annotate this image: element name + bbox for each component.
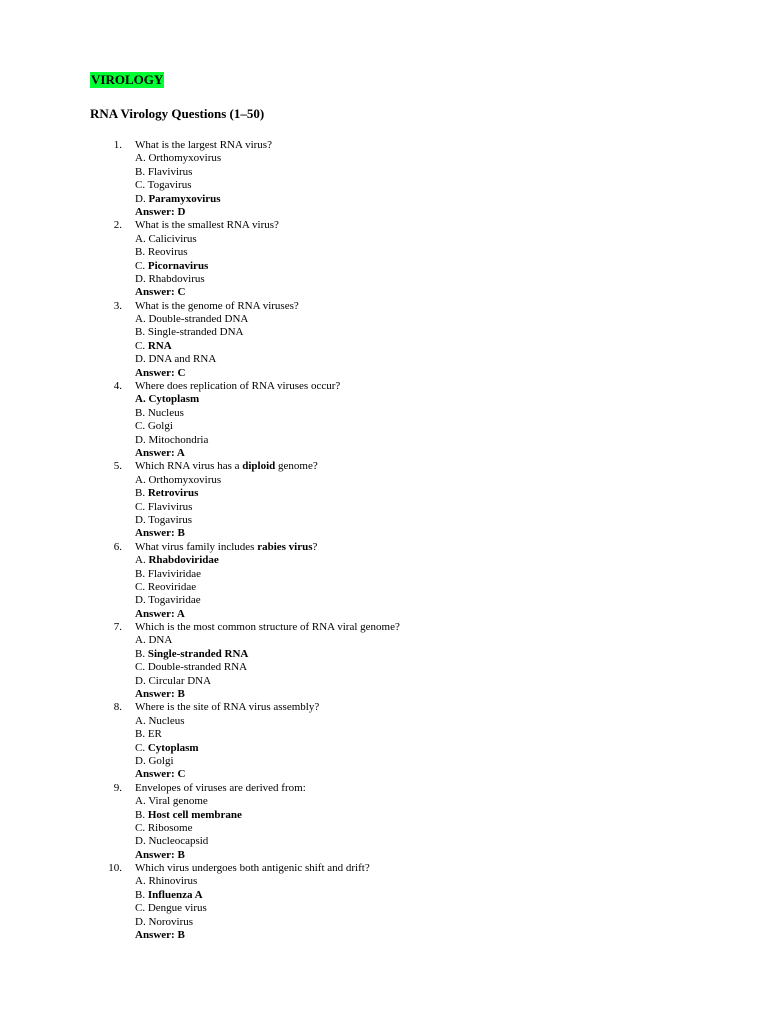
text-segment: B. ER — [135, 728, 162, 741]
bold-text-segment: Retrovirus — [147, 487, 199, 500]
document-heading: VIROLOGY — [91, 72, 164, 87]
text-segment: Which RNA virus has a — [135, 460, 243, 473]
answer-option — [135, 166, 768, 179]
answer-key: Answer: A — [135, 607, 185, 620]
question-text — [135, 862, 768, 875]
answer-key: Answer: C — [135, 768, 186, 781]
question-number: 6. — [113, 540, 122, 553]
question-body — [135, 139, 768, 219]
text-segment: Envelopes of viruses are derived from: — [135, 781, 306, 794]
answer-option — [135, 835, 768, 848]
text-segment: Which is the most common structure of RNA viral genome? — [135, 621, 400, 634]
answer-key: Answer: B — [135, 848, 185, 861]
question-number: 3. — [113, 299, 122, 312]
answer-option — [135, 501, 768, 514]
answer-option — [135, 554, 768, 567]
text-segment: B. — [135, 888, 148, 901]
question-body — [135, 541, 768, 621]
text-segment: Which virus undergoes both antigenic shift and drift? — [135, 862, 370, 875]
text-segment: What is the genome of RNA viruses? — [135, 299, 299, 312]
answer-option — [135, 568, 768, 581]
text-segment: C. Ribosome — [135, 821, 193, 834]
text-segment: B. — [135, 808, 148, 821]
answer-option — [135, 889, 768, 902]
bold-text-segment: Paramyxovirus — [148, 192, 221, 205]
answer-option — [135, 487, 768, 500]
text-segment: C. Flavivirus — [135, 500, 193, 513]
bold-text-segment: diploid — [242, 460, 276, 473]
answer-key: Answer: D — [135, 205, 186, 218]
text-segment: C. Golgi — [135, 420, 173, 433]
question-item — [0, 300, 768, 380]
text-segment: B. Reovirus — [135, 246, 188, 259]
question-body — [135, 300, 768, 380]
answer-option — [135, 648, 768, 661]
text-segment: C. — [135, 741, 148, 754]
text-segment: D. Togaviridae — [135, 594, 201, 607]
question-number: 7. — [113, 621, 122, 634]
text-segment: C. — [135, 339, 148, 352]
answer-option — [135, 474, 768, 487]
answer-option — [135, 152, 768, 165]
question-number: 10. — [108, 862, 122, 875]
text-segment: C. — [135, 259, 148, 272]
bold-text-segment: RNA — [147, 339, 172, 352]
answer-option — [135, 326, 768, 339]
answer-option — [135, 340, 768, 353]
answer-option — [135, 313, 768, 326]
text-segment: C. Reoviridae — [135, 580, 197, 593]
text-segment: C. Double-stranded RNA — [135, 661, 248, 674]
answer-option — [135, 193, 768, 206]
question-item — [0, 139, 768, 219]
question-item — [0, 219, 768, 299]
text-segment: B. — [135, 487, 148, 500]
question-body — [135, 621, 768, 701]
text-segment: genome? — [275, 460, 318, 473]
answer-option — [135, 675, 768, 688]
bold-text-segment: A. Cytoplasm — [135, 393, 200, 406]
text-segment: Where is the site of RNA virus assembly? — [135, 701, 320, 714]
question-body — [135, 460, 768, 540]
question-text — [135, 782, 768, 795]
text-segment: B. Nucleus — [135, 406, 184, 419]
question-number: 1. — [113, 139, 122, 151]
text-segment: D. Golgi — [135, 754, 174, 767]
question-text — [135, 219, 768, 232]
text-segment: B. Single-stranded DNA — [135, 326, 244, 339]
text-segment: A. Orthomyxovirus — [135, 473, 222, 486]
question-body — [135, 380, 768, 460]
question-item — [0, 460, 768, 540]
question-number: 5. — [113, 460, 122, 473]
question-body — [135, 782, 768, 862]
answer-option — [135, 809, 768, 822]
answer-option — [135, 420, 768, 433]
answer-option — [135, 742, 768, 755]
answer-option — [135, 875, 768, 888]
text-segment: C. Togavirus — [135, 179, 192, 192]
text-segment: What is the largest RNA virus? — [135, 139, 272, 151]
answer-option — [135, 393, 768, 406]
text-segment: D. DNA and RNA — [135, 353, 217, 366]
question-body — [135, 219, 768, 299]
answer-option — [135, 407, 768, 420]
answer-option — [135, 434, 768, 447]
text-segment: B. Flavivirus — [135, 165, 193, 178]
text-segment: D. Nucleocapsid — [135, 835, 209, 848]
answer-option — [135, 795, 768, 808]
bold-text-segment: rabies virus — [257, 540, 313, 553]
text-segment: A. Calicivirus — [135, 232, 197, 245]
answer-option — [135, 661, 768, 674]
bold-text-segment: Rhabdoviridae — [148, 554, 219, 567]
text-segment: ? — [312, 540, 318, 553]
answer-option — [135, 179, 768, 192]
answer-key: Answer: B — [135, 929, 185, 942]
answer-option — [135, 634, 768, 647]
question-text — [135, 541, 768, 554]
bold-text-segment: Host cell membrane — [147, 808, 242, 821]
answer-option — [135, 822, 768, 835]
text-segment: C. Dengue virus — [135, 902, 207, 915]
answer-key: Answer: A — [135, 446, 185, 459]
question-item — [0, 621, 768, 701]
bold-text-segment: Picornavirus — [147, 259, 209, 272]
text-segment: A. Rhinovirus — [135, 875, 198, 888]
question-text — [135, 380, 768, 393]
question-text — [135, 300, 768, 313]
text-segment: Where does replication of RNA viruses occur? — [135, 380, 341, 393]
text-segment: A. DNA — [135, 634, 173, 647]
text-segment: A. Viral genome — [135, 795, 208, 808]
question-number: 2. — [113, 219, 122, 232]
question-text — [135, 139, 768, 152]
question-item — [0, 380, 768, 460]
answer-option — [135, 273, 768, 286]
answer-option — [135, 514, 768, 527]
answer-option — [135, 755, 768, 768]
answer-option — [135, 353, 768, 366]
question-number: 4. — [113, 380, 122, 393]
answer-option — [135, 581, 768, 594]
question-list — [0, 139, 768, 942]
question-number: 9. — [113, 781, 122, 794]
text-segment: A. — [135, 554, 149, 567]
question-text — [135, 460, 768, 473]
text-segment: D. Circular DNA — [135, 674, 212, 687]
question-body — [135, 862, 768, 942]
answer-key: Answer: C — [135, 366, 186, 379]
text-segment: A. Double-stranded DNA — [135, 313, 249, 326]
question-text — [135, 701, 768, 714]
answer-option — [135, 916, 768, 929]
bold-text-segment: Influenza A — [147, 888, 203, 901]
document-subtitle: RNA Virology Questions (1–50) — [90, 106, 265, 121]
text-segment: D. — [135, 192, 149, 205]
text-segment: B. Flaviviridae — [135, 567, 201, 580]
text-segment: D. Norovirus — [135, 915, 194, 928]
answer-option — [135, 246, 768, 259]
text-segment: A. Nucleus — [135, 714, 185, 727]
question-number: 8. — [113, 701, 122, 714]
answer-option — [135, 728, 768, 741]
text-segment: B. — [135, 647, 148, 660]
bold-text-segment: Single-stranded RNA — [147, 647, 249, 660]
answer-key: Answer: C — [135, 286, 186, 299]
question-item — [0, 782, 768, 862]
answer-key: Answer: B — [135, 688, 185, 701]
answer-option — [135, 715, 768, 728]
answer-option — [135, 233, 768, 246]
text-segment: D. Rhabdovirus — [135, 272, 205, 285]
answer-option — [135, 902, 768, 915]
text-segment: D. Togavirus — [135, 513, 193, 526]
question-text — [135, 621, 768, 634]
text-segment: A. Orthomyxovirus — [135, 152, 222, 165]
text-segment: What is the smallest RNA virus? — [135, 219, 279, 232]
question-body — [135, 701, 768, 781]
question-item — [0, 862, 768, 942]
answer-option — [135, 594, 768, 607]
question-item — [0, 541, 768, 621]
bold-text-segment: Cytoplasm — [147, 741, 199, 754]
answer-key: Answer: B — [135, 527, 185, 540]
text-segment: What virus family includes — [135, 540, 258, 553]
question-item — [0, 701, 768, 781]
text-segment: D. Mitochondria — [135, 433, 209, 446]
answer-option — [135, 260, 768, 273]
